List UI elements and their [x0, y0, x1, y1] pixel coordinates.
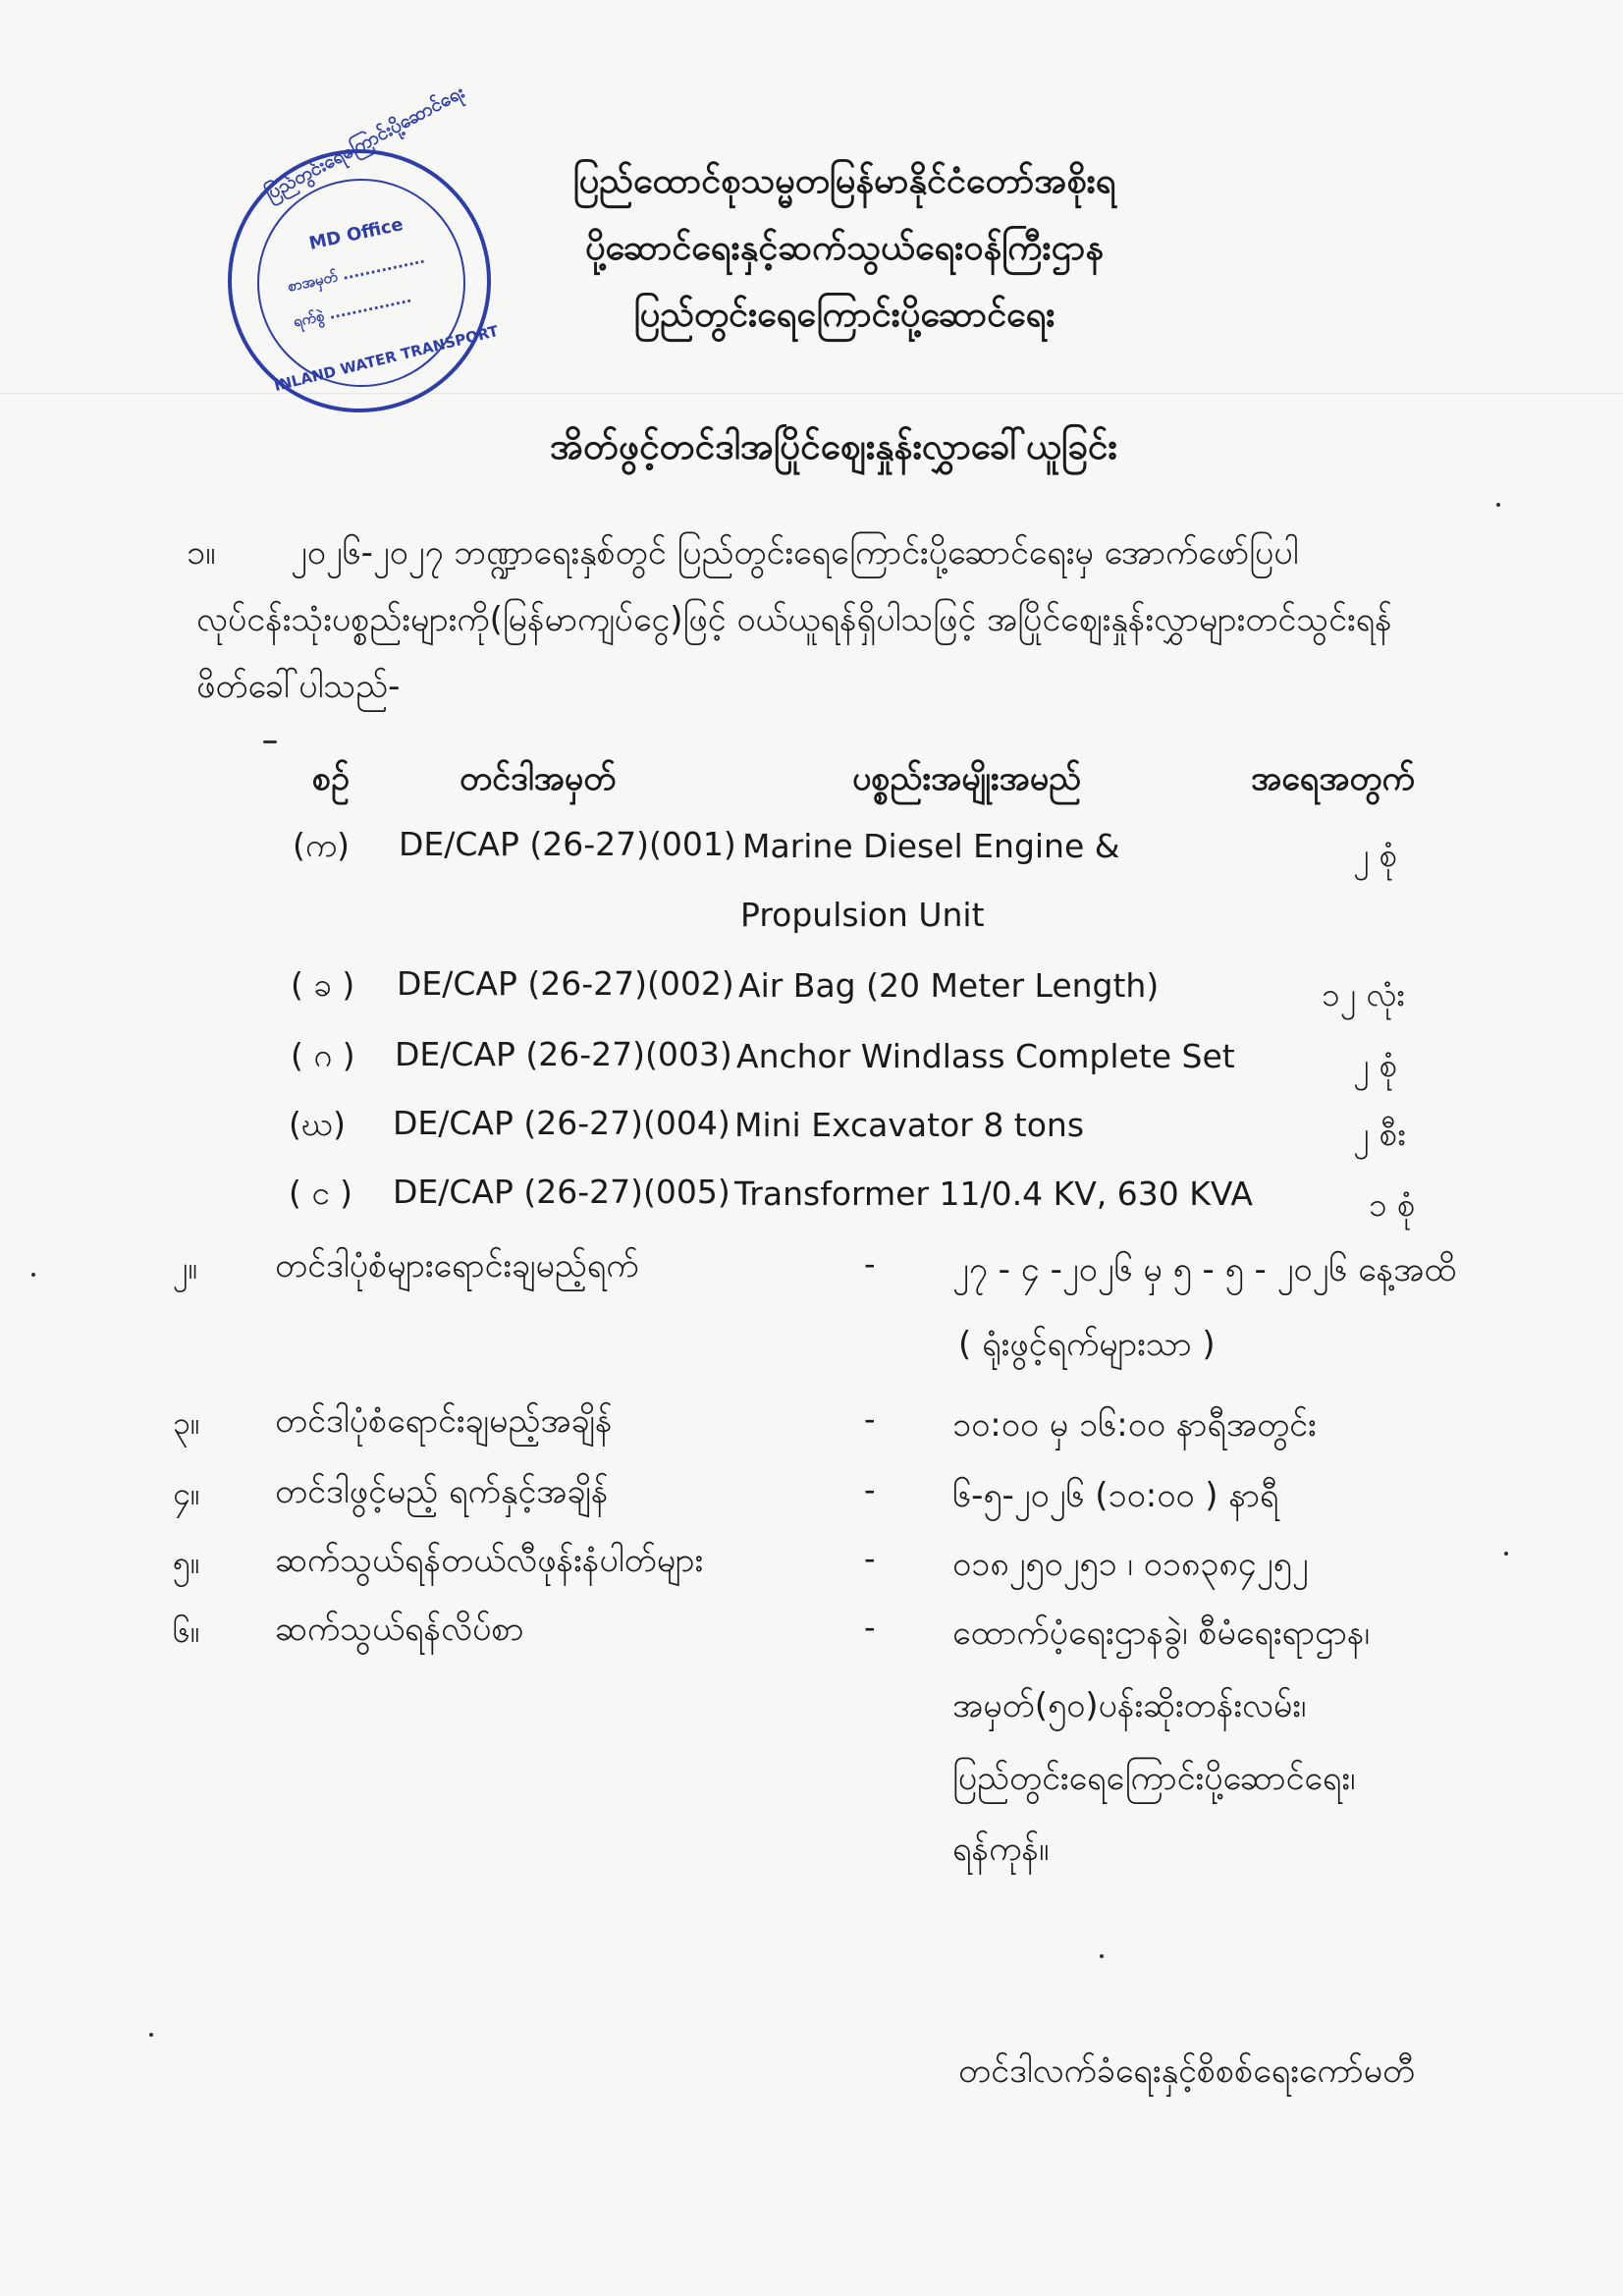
header-government: ပြည်ထောင်စုသမ္မတမြန်မာနိုင်ငံတော်အစိုးရ: [572, 161, 1116, 201]
detail-4-dash: -: [864, 1471, 876, 1508]
table-row-2-tender: DE/CAP (26-27)(002): [397, 964, 734, 1003]
table-row-3-qty: ၂ စုံ: [1353, 1046, 1398, 1084]
table-header-item: ပစ္စည်းအမျိုးအမည်: [852, 759, 1082, 798]
stamp-arc-bottom: INLAND WATER TRANSPORT: [272, 321, 501, 396]
table-row-1-item-cont: Propulsion Unit: [740, 896, 985, 934]
detail-6-label: ဆက်သွယ်ရန်လိပ်စာ: [275, 1610, 524, 1649]
detail-6-number: ၆။: [173, 1613, 200, 1650]
table-row-3-serial: ( ဂ ): [291, 1036, 355, 1074]
detail-4-value: ၆-၅-၂၀၂၆ (၁၀:၀၀ ) နာရီ: [952, 1476, 1279, 1515]
table-row-2-item: Air Bag (20 Meter Length): [738, 966, 1160, 1005]
detail-2-label: တင်ဒါပုံစံများရောင်းချမည့်ရက်: [275, 1246, 639, 1285]
detail-5-value: ၀၁၈၂၅၀၂၅၁ ၊ ၀၁၈၃၈၄၂၅၂: [952, 1545, 1309, 1584]
table-row-4-serial: (ဃ): [289, 1105, 346, 1143]
detail-3-dash: -: [864, 1400, 876, 1438]
scan-speck: [149, 2033, 153, 2037]
detail-2-value-note: ( ရုံးဖွင့်ရက်များသာ ): [958, 1325, 1216, 1364]
scan-speck: [1100, 1954, 1104, 1958]
detail-3-value: ၁၀:၀၀ မှ ၁၆:၀၀ နာရီအတွင်း: [952, 1405, 1317, 1445]
table-row-2-qty: ၁၂ လုံး: [1322, 975, 1405, 1013]
detail-2-dash: -: [864, 1245, 876, 1283]
table-row-4-tender: DE/CAP (26-27)(004): [393, 1104, 730, 1142]
intro-line-3: ဖိတ်ခေါ်ပါသည်-: [196, 667, 401, 706]
office-stamp: [228, 81, 501, 412]
detail-5-dash: -: [864, 1540, 876, 1577]
detail-4-number: ၄။: [173, 1475, 200, 1512]
table-row-3-item: Anchor Windlass Complete Set: [736, 1037, 1235, 1075]
table-row-4-item: Mini Excavator 8 tons: [734, 1106, 1085, 1144]
scan-speck: [31, 1273, 35, 1277]
table-row-1-serial: (က): [293, 826, 351, 864]
detail-3-number: ၃။: [173, 1404, 200, 1442]
intro-line-2: လုပ်ငန်းသုံးပစ္စည်းများကို(မြန်မာကျပ်ငွေ)ဖြင့် ဝယ်ယူရန်ရှိပါသဖြင့် အပြိုင်ဈေးနှုန်းလွှာများတင်သွင်းရန်: [196, 600, 1392, 639]
scan-speck: [1496, 503, 1500, 507]
table-row-1-qty: ၂ စုံ: [1353, 836, 1398, 874]
stamp-arc-top: ပြည်တွင်းရေကြောင်းပို့ဆောင်ရေး: [261, 81, 468, 205]
detail-6-value-line-4: ရန်ကုန်။: [952, 1830, 1050, 1869]
detail-3-label: တင်ဒါပုံစံရောင်းချမည့်အချိန်: [275, 1401, 613, 1441]
table-header-tender-no: တင်ဒါအမှတ်: [460, 759, 617, 798]
header-department: ပြည်တွင်းရေကြောင်းပို့ဆောင်ရေး: [633, 295, 1055, 335]
header-ministry: ပို့ဆောင်ရေးနှင့်ဆက်သွယ်ရေးဝန်ကြီးဌာန: [585, 228, 1104, 268]
table-row-3-tender: DE/CAP (26-27)(003): [395, 1035, 732, 1073]
detail-2-value: ၂၇ - ၄ -၂၀၂၆ မှ ၅ - ၅ - ၂၀၂၆ နေ့အထိ: [952, 1250, 1457, 1289]
intro-number: ၁။: [187, 533, 216, 573]
detail-2-number: ၂။: [173, 1249, 198, 1286]
table-row-5-qty: ၁ စုံ: [1369, 1185, 1416, 1224]
paper-fold-line: [0, 393, 1623, 394]
scan-speck: [263, 740, 277, 743]
stamp-ref-label: စာအမှတ် ...............: [286, 248, 427, 296]
scan-speck: [1504, 1552, 1508, 1556]
detail-6-value-line-3: ပြည်တွင်းရေကြောင်းပို့ဆောင်ရေး၊: [952, 1759, 1356, 1798]
table-row-1-tender: DE/CAP (26-27)(001): [399, 825, 736, 863]
stamp-office: MD Office: [306, 214, 406, 254]
table-row-5-serial: ( င ): [289, 1174, 353, 1212]
signature-committee: တင်ဒါလက်ခံရေးနှင့်စိစစ်ရေးကော်မတီ: [958, 2051, 1416, 2091]
table-row-4-qty: ၂ စီး: [1353, 1115, 1406, 1153]
detail-6-value-line-2: အမှတ်(၅၀)ပန်းဆိုးတန်းလမ်း၊: [952, 1686, 1307, 1725]
detail-6-dash: -: [864, 1609, 876, 1646]
table-header-quantity: အရေအတွက်: [1251, 759, 1415, 798]
table-header-serial: စဉ်: [312, 759, 350, 798]
detail-6-value-line-1: ထောက်ပံ့ရေးဌာနခွဲ၊ စီမံရေးရာဌာန၊: [952, 1613, 1370, 1653]
detail-5-label: ဆက်သွယ်ရန်တယ်လီဖုန်းနံပါတ်များ: [275, 1541, 704, 1580]
table-row-5-tender: DE/CAP (26-27)(005): [393, 1173, 730, 1211]
table-row-1-item: Marine Diesel Engine &: [742, 827, 1120, 865]
table-row-5-item: Transformer 11/0.4 KV, 630 KVA: [734, 1175, 1253, 1213]
intro-line-1: ၂၀၂၆-၂၀၂၇ ဘဏ္ဍာရေးနှစ်တွင် ပြည်တွင်းရေကြောင်းပို့ဆောင်ရေးမှ အောက်ဖော်ပြပါ: [291, 533, 1299, 573]
detail-4-label: တင်ဒါဖွင့်မည့် ရက်နှင့်အချိန်: [275, 1472, 609, 1511]
detail-5-number: ၅။: [173, 1544, 200, 1581]
table-row-2-serial: ( ခ ): [291, 965, 355, 1004]
page-title: အိတ်ဖွင့်တင်ဒါအပြိုင်ဈေးနှုန်းလွှာခေါ်ယူခြင်း: [550, 425, 1117, 467]
stamp-date-label: ရက်စွဲ ...............: [292, 288, 413, 331]
